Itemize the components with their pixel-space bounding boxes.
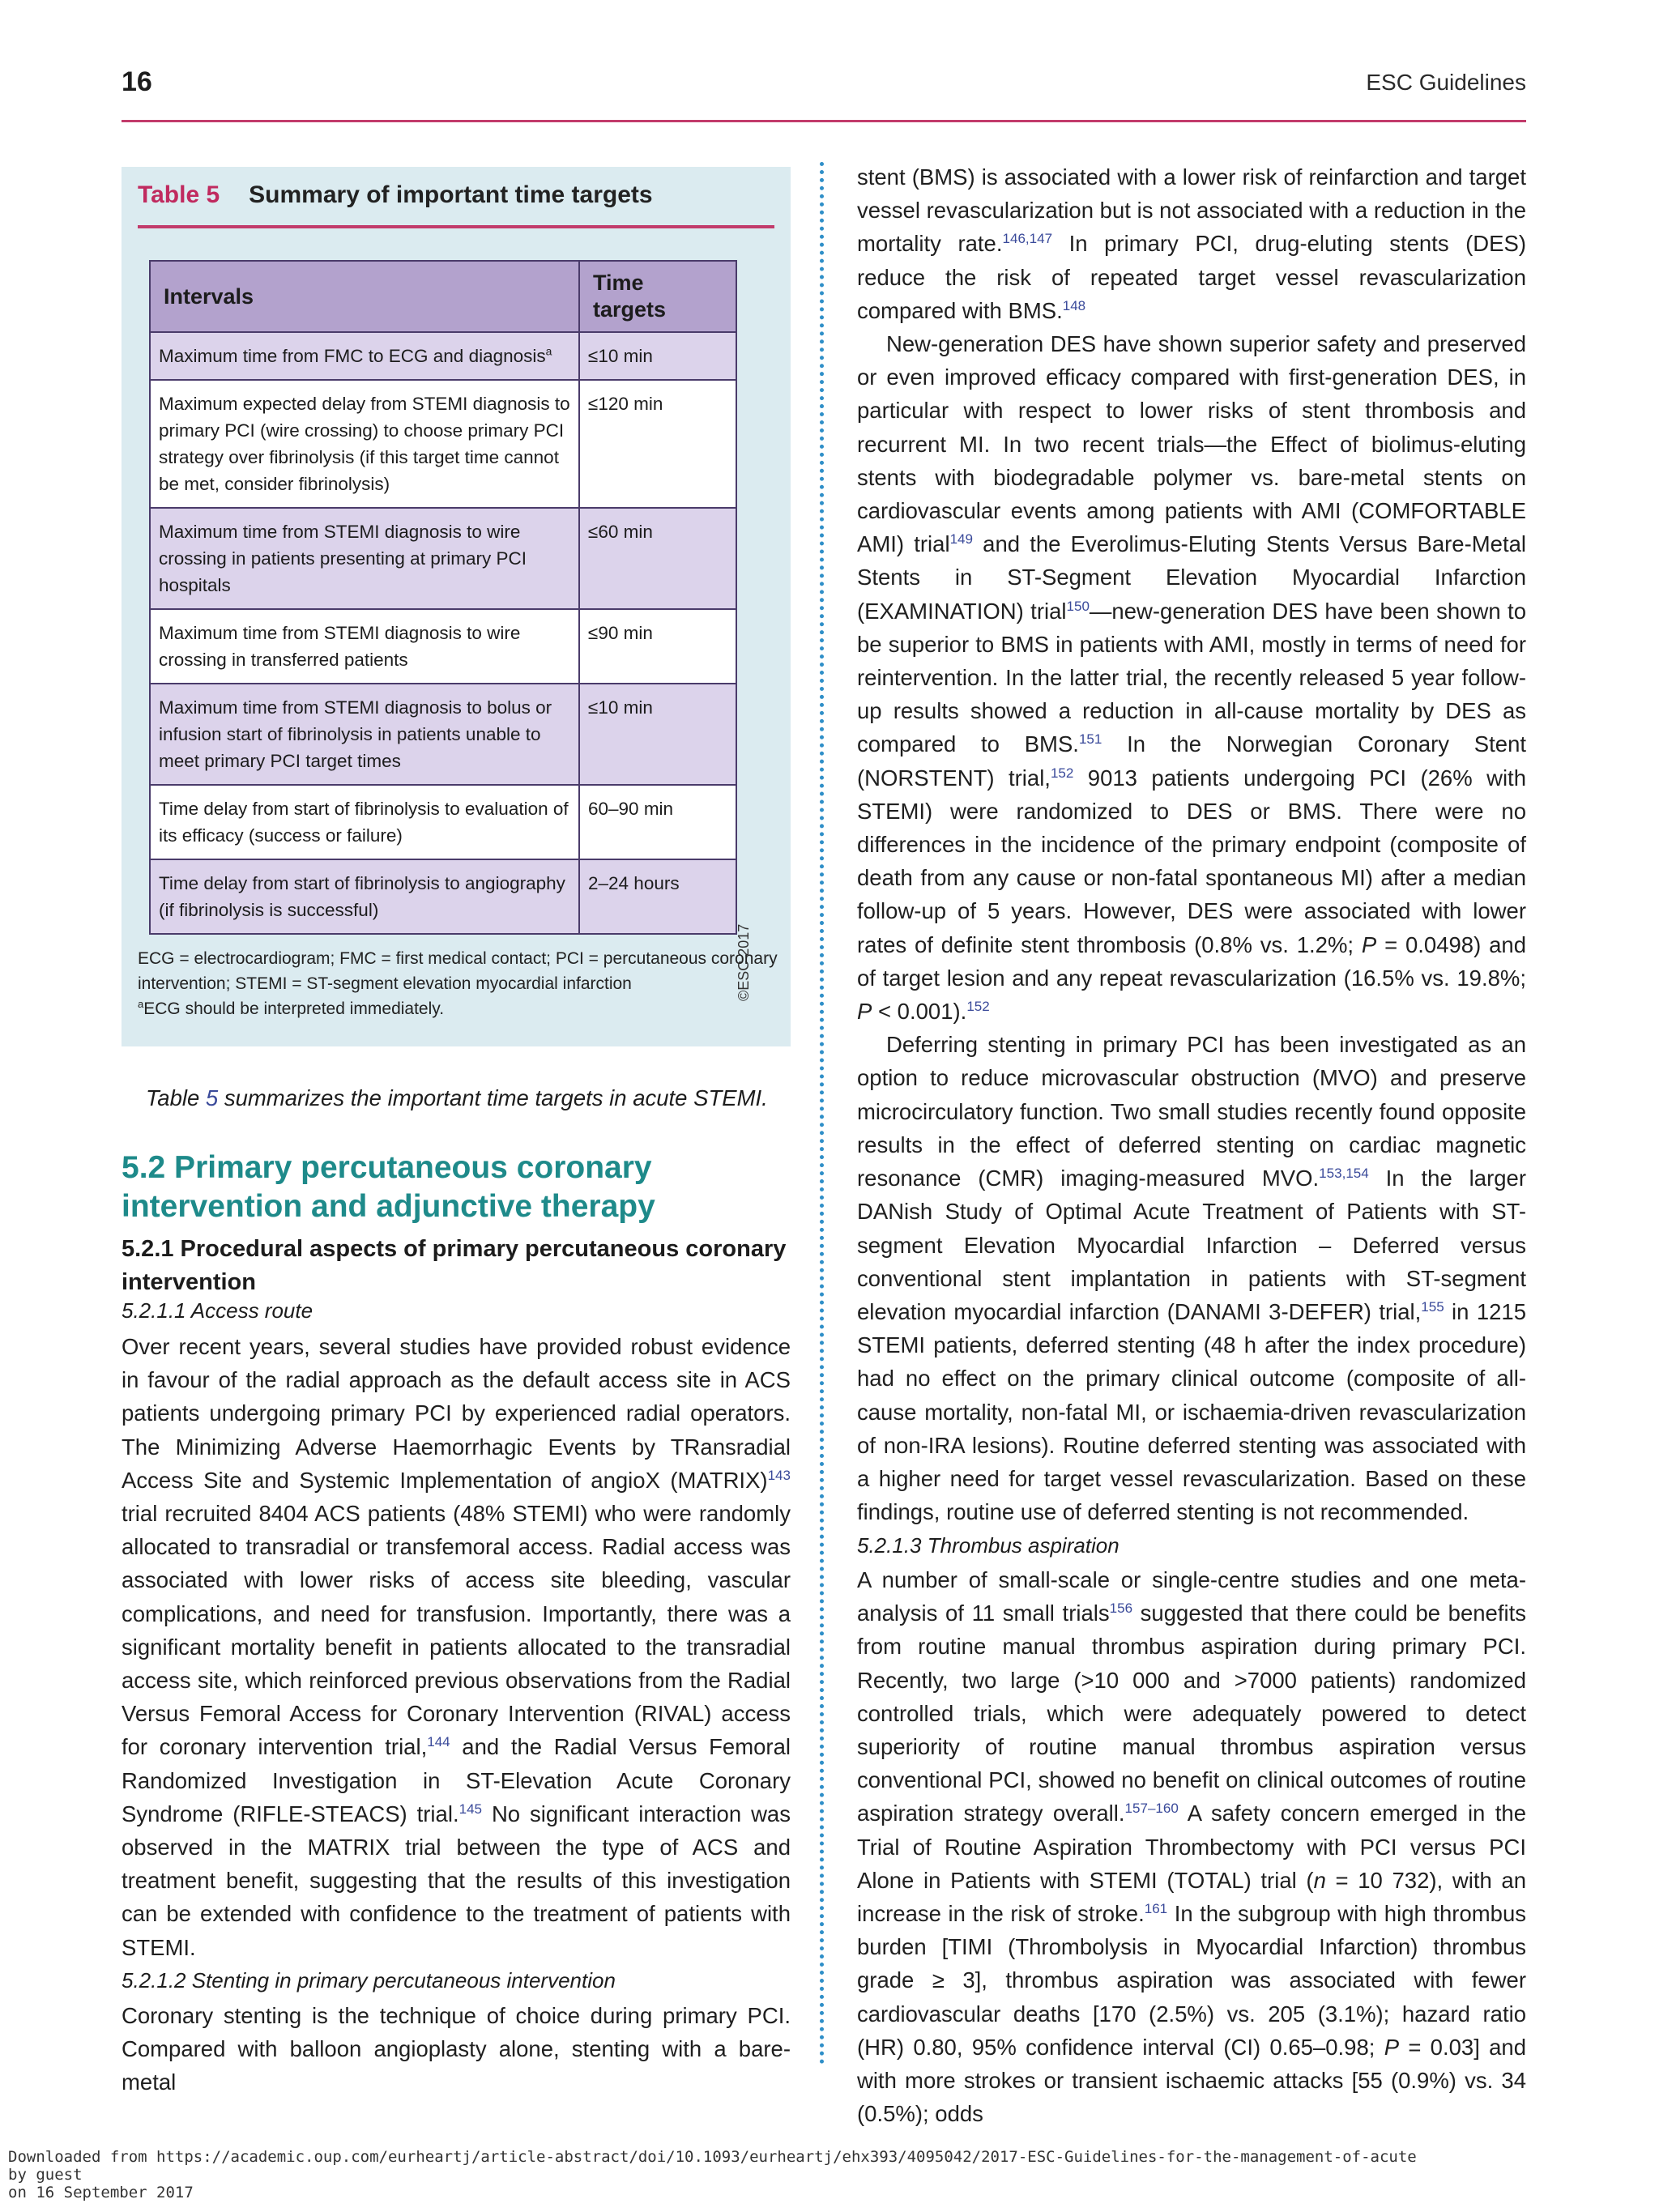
citation-link[interactable]: 161 [1144,1900,1168,1916]
citation-link[interactable]: 146,147 [1002,231,1053,247]
citation-link[interactable]: 151 [1078,731,1102,748]
time-target-cell: 2–24 hours [579,859,736,934]
citation-link[interactable]: 148 [1062,297,1086,313]
subsection-heading-5-2-1: 5.2.1 Procedural aspects of primary percutaneous coronary intervention [122,1236,787,1295]
table-heading [138,181,653,209]
citation-link[interactable]: 150 [1066,598,1090,614]
citation-link[interactable]: 157–160 [1124,1801,1179,1817]
column-header-time-targets: Time targets [579,261,736,332]
citation-link[interactable]: 143 [767,1467,791,1483]
time-target-cell: ≤10 min [579,332,736,380]
table-reference-sentence: Table 5 summarizes the important time targets in acute STEMI. [146,1085,768,1110]
interval-cell: Maximum time from FMC to ECG and diagnosis$^a$ [150,332,579,380]
citation-link[interactable]: 149 [949,531,973,548]
esc-copyright-credit: ©ESC 2017 [736,923,752,1001]
citation-link[interactable]: 144 [427,1734,450,1750]
interval-cell: Maximum time from STEMI diagnosis to wire crossing in patients presenting at primary PCI hospitals [150,508,579,609]
table-header-row [150,261,736,332]
table-row [150,380,736,508]
running-head: ESC Guidelines [1366,70,1526,95]
interval-cell: Maximum expected delay from STEMI diagnosis to primary PCI (wire crossing) to choose primary PCI strategy over fibrinolysis (if this target time cannot be met, consider fibrinolysis) [150,380,579,508]
table-row [150,508,736,609]
subheading-stenting: 5.2.1.2 Stenting in primary percutaneous intervention [122,1968,616,1993]
time-target-cell: ≤90 min [579,609,736,684]
table-title: Summary of important time targets [249,181,653,208]
interval-cell: Time delay from start of fibrinolysis to evaluation of its efficacy (success or failure) [150,785,579,859]
column-header-intervals: Intervals [150,261,579,332]
right-column-text [857,160,1526,1528]
citation-link[interactable]: 145 [458,1801,483,1817]
section-heading-5-2: 5.2 Primary percutaneous coronary intervention and adjunctive therapy [122,1150,655,1224]
table-row [150,332,736,380]
table-footnote: $^a$ECG should be interpreted immediately. [138,998,445,1018]
table-label: Table 5 [138,181,220,208]
table-notes [138,946,778,1021]
table-link[interactable]: 5 [205,1085,219,1110]
interval-cell: Maximum time from STEMI diagnosis to bolus or infusion start of fibrinolysis in patients unable to meet primary PCI target times [150,684,579,785]
header-rule [122,120,1526,122]
paragraph-thrombus-aspiration: A number of small-scale or single-centre studies and one meta-analysis of 11 small trials$^{156}$ suggested that there could be benefits from routine manual thrombus aspiration during primary PCI. Recently, two large (>10 000 and >7000 patients) randomized controlled trials, which were adequately powered to detect superiority of routine manual thrombus aspiration versus conventional PCI, showed no benefit on clinical outcomes of routine aspiration strategy overall.$^{157-160}$ A safety concern emerged in the Trial of Routine Aspiration Thrombectomy with PCI versus PCI Alone in Patients with STEMI (TOTAL) trial (n = 10 732), with an increase in the risk of stroke.$^{161}$ In the subgroup with high thrombus burden [TIMI (Thrombolysis in Myocardial Infarction) thrombus grade ≥ 3], thrombus aspiration was associated with fewer cardiovascular deaths [170 (2.5%) vs. 205 (3.1%); hazard ratio (HR) 0.80, 95% confidence interval (CI) 0.65–0.98; P = 0.03] and with more strokes or transient ischaemic attacks [55 (0.9%) vs. 34 (0.5%); odds [857,1567,1527,2127]
paragraph-deferred-stenting: Deferring stenting in primary PCI has been investigated as an option to reduce microvascular obstruction (MVO) and preserve microcirculatory function. Two small studies recently found opposite results in the effect of deferred stenting on cardiac magnetic resonance (CMR) imaging-measured MVO.$^{153,154}$ In the larger DANish Study of Optimal Acute Treatment of Patients with ST-segment Elevation Myocardial Infarction – Deferred versus conventional stent implantation in patients with ST-segment elevation myocardial infarction (DANAMI 3-DEFER) trial,$^{155}$ in 1215 STEMI patients, deferred stenting (48 h after the index procedure) had no effect on the primary clinical outcome (composite of all-cause mortality, non-fatal MI, or ischaemia-driven revascularization of non-IRA lesions). Routine deferred stenting was associated with a higher need for target vessel revascularization. Based on these findings, routine use of deferred stenting is not recommended. [857,1032,1526,1525]
paragraph-bms: stent (BMS) is associated with a lower risk of reinfarction and target vessel revascularization but is not associated with a reduction in the mortality rate.$^{146,147}$ In primary PCI, drug-eluting stents (DES) reduce the risk of repeated target vessel revascularization compared with BMS.$^{148}$ [857,164,1526,323]
citation-link[interactable]: 155 [1421,1298,1444,1315]
paragraph-access-route: Over recent years, several studies have provided robust evidence in favour of the radial approach as the default access site in ACS patients undergoing primary PCI by experienced radial operators. The Minimizing Adverse Haemorrhagic Events by TRansradial Access Site and Systemic Implementation of angioX (MATRIX)$^{143}$ trial recruited 8404 ACS patients (48% STEMI) who were randomly allocated to transradial or transfemoral access. Radial access was associated with lower risks of access site bleeding, vascular complications, and need for transfusion. Importantly, there was a significant mortality benefit in patients allocated to the transradial access site, which reinforced previous observations from the Radial Versus Femoral Access for Coronary Intervention (RIVAL) access for coronary intervention trial,$^{144}$ and the Radial Versus Femoral Randomized Investigation in ST-Elevation Acute Coronary Syndrome (RIFLE-STEACS) trial.$^{145}$ No significant interaction was observed in the MATRIX trial between the type of ACS and treatment benefit, suggesting that the results of this investigation can be extended with confidence to the treatment of patients with STEMI. [122,1334,791,1960]
paragraph-new-generation-des: New-generation DES have shown superior safety and preserved or even improved efficacy compared with first-generation DES, in particular with respect to lower risks of stent thrombosis and recurrent MI. In two recent trials—the Effect of biolimus-eluting stents with biodegradable polymer vs. bare-metal stents on cardiovascular events among patients with AMI (COMFORTABLE AMI) trial$^{149}$ and the Everolimus-Eluting Stents Versus Bare-Metal Stents in ST-Segment Elevation Myocardial Infarction (EXAMINATION) trial$^{150}$—new-generation DES have been shown to be superior to BMS in patients with AMI, mostly in terms of need for reintervention. In the latter trial, the recently released 5 year follow-up results showed a reduction in all-cause mortality by DES as compared to BMS.$^{151}$ In the Norwegian Coronary Stent (NORSTENT) trial,$^{152}$ 9013 patients undergoing PCI (26% with STEMI) were randomized to DES or BMS. There were no differences in the incidence of the primary endpoint (composite of death from any cause or non-fatal spontaneous MI) after a median follow-up of 5 years. However, DES were associated with lower rates of definite stent thrombosis (0.8% vs. 1.2%; P = 0.0498) and of target lesion and any repeat revascularization (16.5% vs. 19.8%; P < 0.001).$^{152}$ [857,331,1527,1025]
table-row [150,859,736,934]
citation-link[interactable]: 153,154 [1319,1165,1369,1181]
paragraph-stenting: Coronary stenting is the technique of choice during primary PCI. Compared with balloon angioplasty alone, stenting with a bare-metal [122,2003,791,2095]
time-target-cell: 60–90 min [579,785,736,859]
download-watermark-note: Downloaded from https://academic.oup.com/eurheartj/article-abstract/doi/10.1093/eurheartj/ehx393/4095042/2017-ESC-Guidelines-for-the-management-of-acute by guest on 16 September 2017 [8,2148,1417,2201]
citation-link[interactable]: 156 [1109,1600,1133,1617]
time-target-cell: ≤10 min [579,684,736,785]
page-number: 16 [122,66,152,97]
table-5-box [122,167,791,1046]
time-target-cell: ≤60 min [579,508,736,609]
column-divider [820,162,824,2065]
table-heading-rule [138,225,774,228]
table-row [150,684,736,785]
interval-cell: Time delay from start of fibrinolysis to angiography (if fibrinolysis is successful) [150,859,579,934]
citation-link[interactable]: 152 [1050,765,1074,781]
table-abbreviations: ECG = electrocardiogram; FMC = first medical contact; PCI = percutaneous coronary intervention; STEMI = ST-segment elevation myocardial infarction [138,949,778,993]
table-row [150,609,736,684]
interval-cell: Maximum time from STEMI diagnosis to wire crossing in transferred patients [150,609,579,684]
table-row [150,785,736,859]
subheading-access-route: 5.2.1.1 Access route [122,1298,313,1323]
subheading-thrombus-aspiration: 5.2.1.3 Thrombus aspiration [857,1533,1120,1558]
time-targets-table [149,260,737,935]
citation-link[interactable]: 152 [966,998,990,1014]
time-target-cell: ≤120 min [579,380,736,508]
